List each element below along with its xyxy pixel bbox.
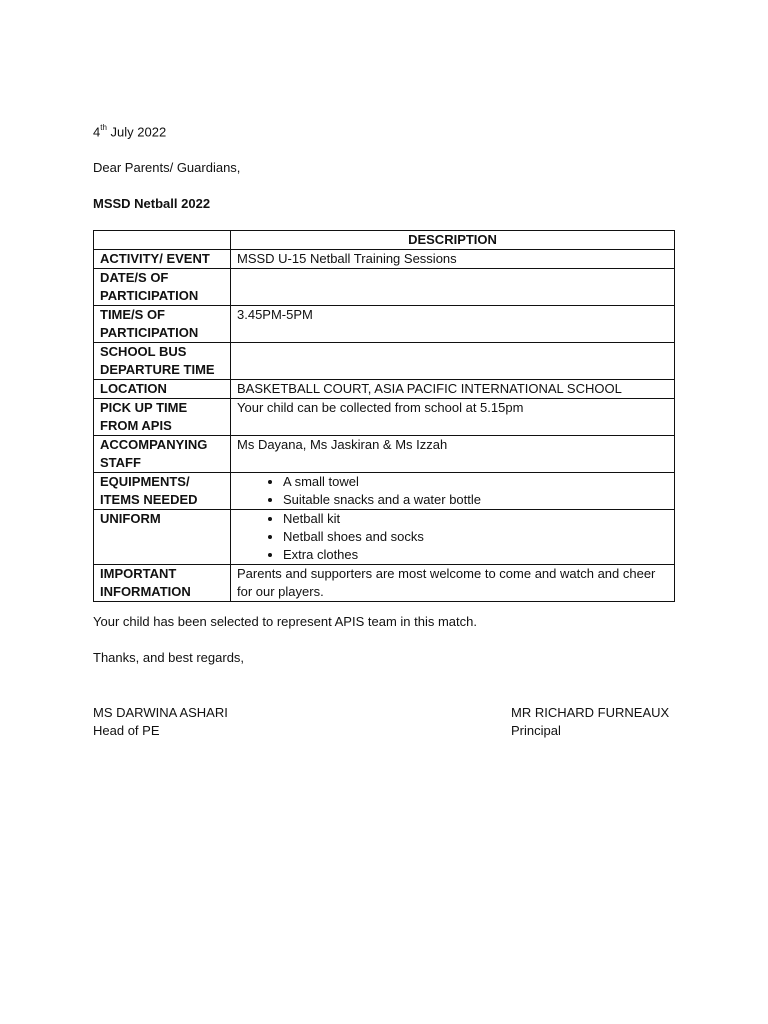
salutation: Dear Parents/ Guardians, [93,160,241,175]
row-value: 3.45PM-5PM [231,306,675,343]
date-rest: July 2022 [106,124,167,140]
table-row [94,269,675,306]
row-label: TIME/S OF PARTICIPATION [94,306,231,343]
description-header: DESCRIPTION [231,231,675,250]
list-item: • Suitable snacks and a water bottle [283,491,668,509]
equipment-list [237,473,668,509]
table-row [94,250,675,269]
row-value [231,473,675,510]
row-label: EQUIPMENTS/ ITEMS NEEDED [94,473,231,510]
header-empty-cell [94,231,231,250]
signatory-name: MR RICHARD FURNEAUX [511,705,670,720]
row-label: PICK UP TIME FROM APIS [94,399,231,436]
table-row [94,380,675,399]
table-row [94,343,675,380]
date-suffix: th [100,123,107,132]
row-label: LOCATION [94,380,231,399]
signature-right [511,704,669,740]
list-item: • Netball kit [283,510,668,528]
row-value: Ms Dayana, Ms Jaskiran & Ms Izzah [231,436,675,473]
row-label: UNIFORM [94,510,231,565]
table-row [94,306,675,343]
signatory-title: Head of PE [93,723,160,738]
list-item: • A small towel [283,473,668,491]
row-value: Parents and supporters are most welcome to come and watch and cheer for our players. [231,565,675,602]
row-label: DATE/S OF PARTICIPATION [94,269,231,306]
letter-date [93,124,166,139]
signatory-name: MS DARWINA ASHARI [93,705,228,720]
row-label: SCHOOL BUS DEPARTURE TIME [94,343,231,380]
uniform-list [237,510,668,564]
subject-heading: MSSD Netball 2022 [93,196,211,211]
signature-left [93,704,228,740]
table-row [94,473,675,510]
selection-note: Your child has been selected to represent APIS team in this match. [93,614,477,629]
table-row [94,436,675,473]
table-row [94,510,675,565]
row-label: ACCOMPANYING STAFF [94,436,231,473]
table-row [94,565,675,602]
table-row [94,399,675,436]
table-header-row [94,231,675,250]
closing-line: Thanks, and best regards, [93,650,245,665]
row-value [231,510,675,565]
row-value: MSSD U-15 Netball Training Sessions [231,250,675,269]
list-item: • Extra clothes [283,546,668,564]
row-label: ACTIVITY/ EVENT [94,250,231,269]
details-table [93,230,675,602]
row-value [231,269,675,306]
signatory-title: Principal [511,723,561,738]
row-label: IMPORTANT INFORMATION [94,565,231,602]
row-value: Your child can be collected from school at 5.15pm [231,399,675,436]
row-value [231,343,675,380]
list-item: • Netball shoes and socks [283,528,668,546]
date-day: 4 [93,124,101,140]
row-value: BASKETBALL COURT, ASIA PACIFIC INTERNATIONAL SCHOOL [231,380,675,399]
